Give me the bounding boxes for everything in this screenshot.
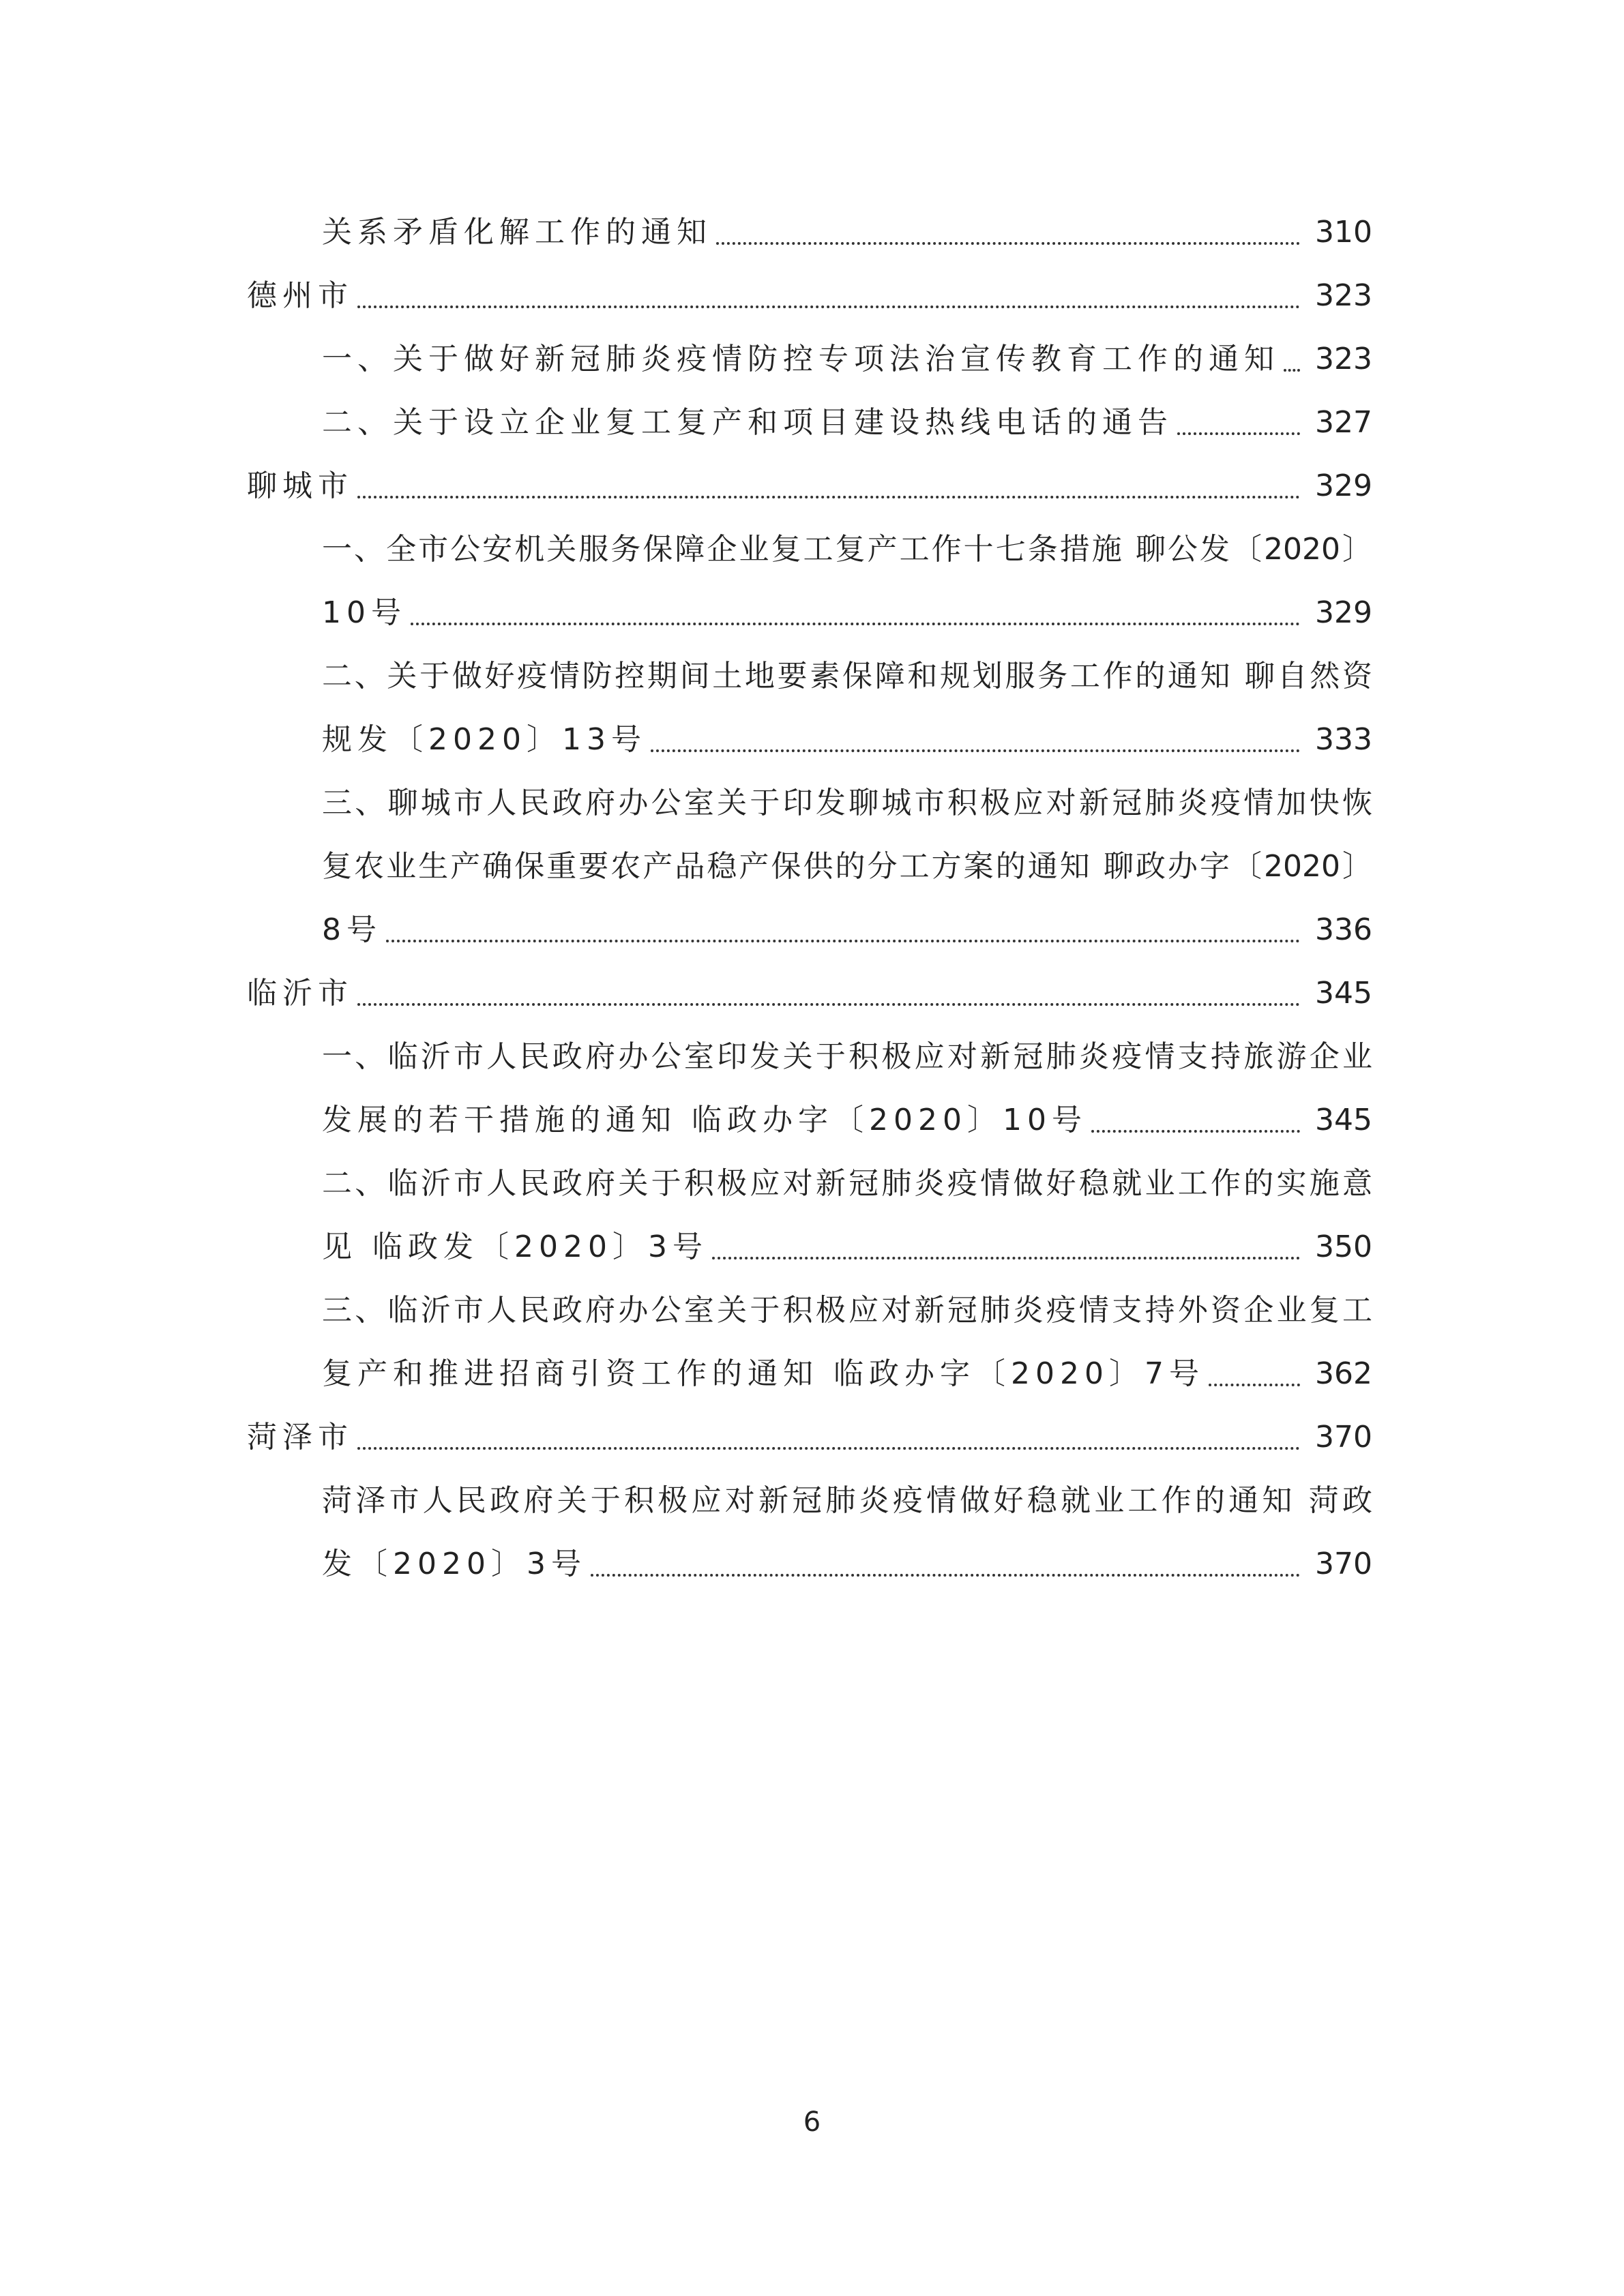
toc-entry[interactable] — [0, 1337, 1372, 1400]
dot-leader — [712, 1257, 1300, 1259]
toc-entry[interactable] — [0, 322, 1372, 385]
toc-entry-text: 规发〔2020〕13号 — [322, 722, 647, 757]
toc-page-number: 370 — [1315, 1547, 1372, 1581]
toc-entry[interactable] — [0, 1083, 1372, 1146]
toc-entry-text: 菏泽市人民政府关于积极应对新冠肺炎疫情做好稳就业工作的通知 菏政 — [322, 1483, 1372, 1518]
dot-leader — [357, 1447, 1300, 1450]
toc-section-heading[interactable] — [0, 258, 1372, 322]
toc-page-number: 333 — [1315, 722, 1372, 757]
dot-leader — [716, 242, 1300, 245]
toc-entry[interactable] — [0, 385, 1372, 449]
toc-entry-text: 发〔2020〕3号 — [322, 1547, 587, 1581]
dot-leader — [1284, 369, 1300, 372]
toc-entry[interactable] — [0, 893, 1372, 956]
toc-entry[interactable] — [0, 639, 1372, 702]
dot-leader — [651, 749, 1300, 752]
toc-entry[interactable] — [0, 702, 1372, 766]
toc-list — [0, 195, 1372, 1590]
toc-entry-text: 复产和推进招商引资工作的通知 临政办字〔2020〕7号 — [322, 1356, 1205, 1391]
toc-entry-text: 临沂市 — [247, 976, 353, 1011]
dot-leader — [386, 940, 1300, 942]
toc-entry-text: 关系矛盾化解工作的通知 — [322, 215, 712, 250]
toc-entry-text: 见 临政发〔2020〕3号 — [322, 1229, 708, 1264]
dot-leader — [1177, 432, 1300, 435]
toc-entry-text: 菏泽市 — [247, 1420, 353, 1455]
toc-entry[interactable] — [0, 1210, 1372, 1273]
toc-entry[interactable] — [0, 829, 1372, 893]
toc-page-number: 370 — [1315, 1420, 1372, 1455]
table-of-contents — [0, 195, 1624, 1590]
toc-entry-text: 三、临沂市人民政府办公室关于积极应对新冠肺炎疫情支持外资企业复工 — [322, 1293, 1372, 1328]
toc-entry-text: 发展的若干措施的通知 临政办字〔2020〕10号 — [322, 1103, 1087, 1137]
toc-entry[interactable] — [0, 1463, 1372, 1527]
toc-page-number: 310 — [1315, 215, 1372, 250]
toc-entry[interactable] — [0, 195, 1372, 258]
toc-entry[interactable] — [0, 576, 1372, 639]
toc-entry[interactable] — [0, 512, 1372, 576]
toc-entry-text: 一、临沂市人民政府办公室印发关于积极应对新冠肺炎疫情支持旅游企业 — [322, 1039, 1372, 1074]
toc-entry-text: 一、全市公安机关服务保障企业复工复产工作十七条措施 聊公发〔2020〕 — [322, 532, 1372, 567]
toc-page-number: 329 — [1315, 468, 1372, 503]
dot-leader — [411, 623, 1300, 625]
toc-entry-text: 8号 — [322, 912, 382, 947]
toc-entry-text: 聊城市 — [247, 468, 353, 503]
toc-section-heading[interactable] — [0, 449, 1372, 512]
toc-entry[interactable] — [0, 1273, 1372, 1337]
dot-leader — [591, 1574, 1300, 1577]
page-number: 6 — [803, 2106, 821, 2138]
toc-entry-text: 德州市 — [247, 278, 353, 313]
toc-entry[interactable] — [0, 1146, 1372, 1210]
toc-entry-text: 二、临沂市人民政府关于积极应对新冠肺炎疫情做好稳就业工作的实施意 — [322, 1166, 1372, 1201]
dot-leader — [1209, 1384, 1300, 1386]
toc-entry-text: 一、关于做好新冠肺炎疫情防控专项法治宣传教育工作的通知 — [322, 342, 1280, 376]
dot-leader — [357, 496, 1300, 498]
toc-entry[interactable] — [0, 1527, 1372, 1590]
toc-page-number: 323 — [1315, 342, 1372, 376]
toc-page-number: 345 — [1315, 1103, 1372, 1137]
toc-entry-text: 复农业生产确保重要农产品稳产保供的分工方案的通知 聊政办字〔2020〕 — [322, 849, 1372, 884]
toc-entry-text: 二、关于做好疫情防控期间土地要素保障和规划服务工作的通知 聊自然资 — [322, 659, 1372, 694]
dot-leader — [357, 305, 1300, 308]
toc-page-number: 323 — [1315, 278, 1372, 313]
toc-entry-text: 三、聊城市人民政府办公室关于印发聊城市积极应对新冠肺炎疫情加快恢 — [322, 786, 1372, 820]
toc-page-number: 336 — [1315, 912, 1372, 947]
toc-entry-text: 二、关于设立企业复工复产和项目建设热线电话的通告 — [322, 405, 1173, 440]
toc-page-number: 329 — [1315, 595, 1372, 630]
toc-section-heading[interactable] — [0, 1400, 1372, 1463]
toc-entry[interactable] — [0, 1019, 1372, 1083]
toc-section-heading[interactable] — [0, 956, 1372, 1019]
toc-page-number: 350 — [1315, 1229, 1372, 1264]
toc-entry[interactable] — [0, 766, 1372, 829]
toc-entry-text: 10号 — [322, 595, 407, 630]
toc-page-number: 327 — [1315, 405, 1372, 440]
toc-page-number: 345 — [1315, 976, 1372, 1011]
toc-page-number: 362 — [1315, 1356, 1372, 1391]
dot-leader — [1091, 1130, 1300, 1133]
dot-leader — [357, 1003, 1300, 1006]
